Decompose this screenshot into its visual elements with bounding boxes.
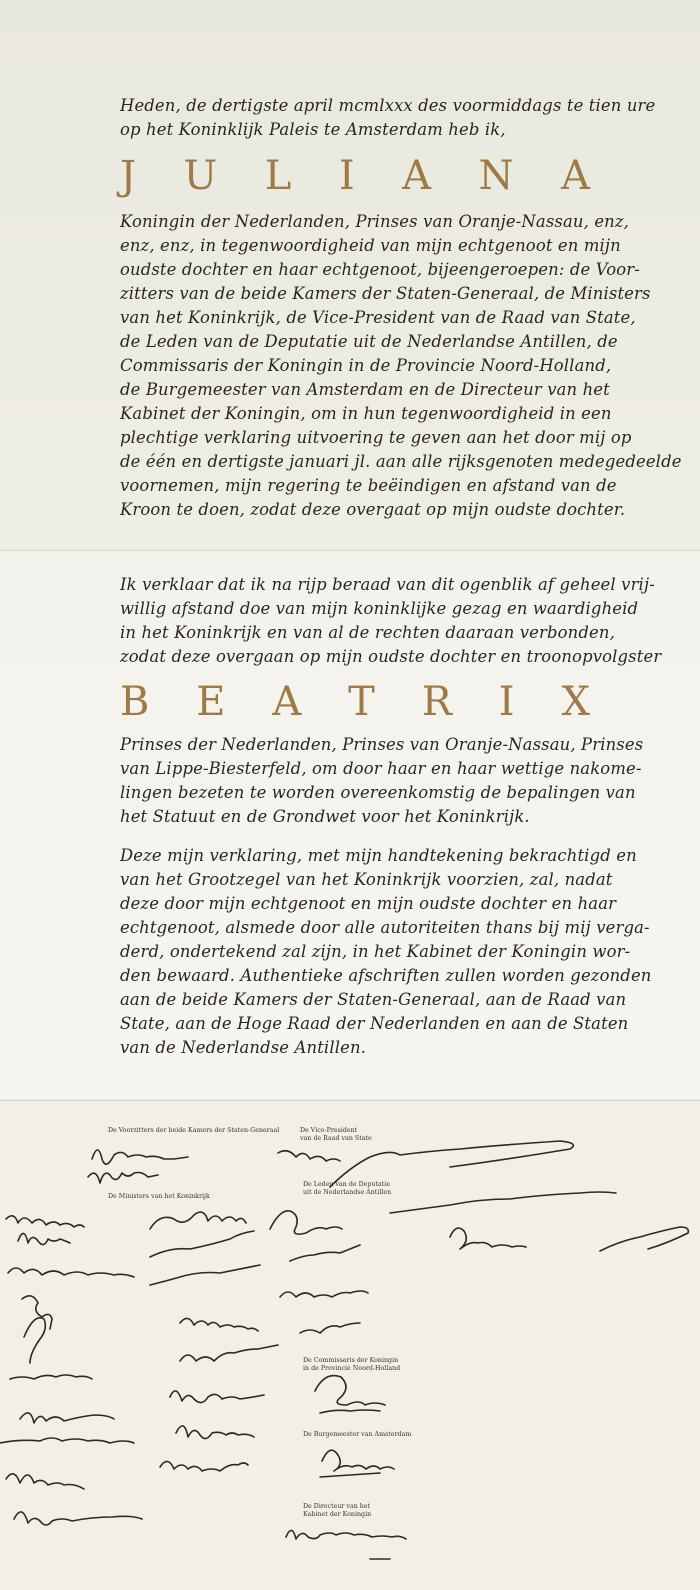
text-line: oudste dochter en haar echtgenoot, bijeengeroepen: de Voor- xyxy=(120,260,640,279)
signature xyxy=(180,1345,278,1361)
signature xyxy=(6,1474,84,1489)
signature xyxy=(88,1173,158,1184)
paragraph-juliana-titles xyxy=(120,210,682,522)
text-line: voornemen, mijn regering te beëindigen en afstand van de xyxy=(120,476,617,495)
signature xyxy=(315,1376,385,1405)
signature xyxy=(160,1461,248,1471)
text-line: aan de beide Kamers der Staten-Generaal, aan de Raad van xyxy=(120,990,627,1009)
paragraph-beatrix-titles xyxy=(120,733,644,829)
signature xyxy=(10,1375,92,1379)
text-line: deze door mijn echtgenoot en mijn oudste dochter en haar xyxy=(120,894,617,913)
beatrix-letter: B xyxy=(120,679,150,725)
text-line: den bewaard. Authentieke afschriften zullen worden gezonden xyxy=(120,966,652,985)
caption-voorzitters: De Voorzitters der beide Kamers der Staten-Generaal xyxy=(108,1127,280,1134)
signatures xyxy=(0,1101,700,1590)
text-line: Prinses der Nederlanden, Prinses van Oranje-Nassau, Prinses xyxy=(120,735,644,754)
signature xyxy=(170,1391,264,1403)
text-line: van het Grootzegel van het Koninkrijk voorzien, zal, nadat xyxy=(120,870,613,889)
text-line: willig afstand doe van mijn koninklijke gezag en waardigheid xyxy=(120,599,639,618)
text-line: Ik verklaar dat ik na rijp beraad van dit ogenblik af geheel vrij- xyxy=(120,575,655,594)
juliana-letter: L xyxy=(264,153,292,199)
juliana-letter: U xyxy=(183,153,218,199)
caption-commissaris: De Commissaris der Koningin in de Provincie Noord-Holland xyxy=(303,1357,401,1372)
signature xyxy=(290,1245,360,1261)
text-line: Deze mijn verklaring, met mijn handtekening bekrachtigd en xyxy=(120,846,637,865)
signature xyxy=(176,1426,254,1439)
signature xyxy=(280,1291,368,1297)
text-line: Koningin der Nederlanden, Prinses van Oranje-Nassau, enz, xyxy=(120,212,630,231)
intro-text xyxy=(120,94,656,142)
signature xyxy=(390,1192,616,1213)
intro-line: Heden, de dertigste april mcmlxxx des voormiddags te tien ure xyxy=(120,96,656,115)
signature xyxy=(300,1323,360,1333)
text-line: de Burgemeester van Amsterdam en de Directeur van het xyxy=(120,380,610,399)
beatrix-letter: X xyxy=(561,679,590,725)
intro-line: op het Koninklijk Paleis te Amsterdam heb ik, xyxy=(120,120,506,139)
paragraph-declaration xyxy=(120,573,662,669)
name-juliana xyxy=(120,153,590,199)
juliana-letter: N xyxy=(478,153,514,199)
text-line: derd, ondertekend zal zijn, in het Kabinet der Koningin wor- xyxy=(120,942,631,961)
text-line: van het Koninkrijk, de Vice-President van de Raad van State, xyxy=(120,308,636,327)
juliana-letter: A xyxy=(561,153,590,199)
signature xyxy=(320,1410,380,1413)
document-sheet-2 xyxy=(0,550,700,1099)
signature xyxy=(180,1318,258,1331)
caption-deputatie: De Leden van de Deputatie uit de Nederlandse Antillen xyxy=(303,1181,392,1196)
text-line: Commissaris der Koningin in de Provincie Noord-Holland, xyxy=(120,356,612,375)
signature xyxy=(150,1265,260,1285)
beatrix-letter: E xyxy=(196,679,226,725)
caption-directeur: De Directeur van het Kabinet der Koningin xyxy=(303,1503,372,1518)
text-line: de Leden van de Deputatie uit de Nederlandse Antillen, de xyxy=(120,332,618,351)
beatrix-letter: R xyxy=(421,679,452,725)
text-line: Kroon te doen, zodat deze overgaat op mijn oudste dochter. xyxy=(120,500,626,519)
text-line: State, aan de Hoge Raad der Nederlanden en aan de Staten xyxy=(120,1014,629,1033)
signature xyxy=(92,1150,188,1164)
signature xyxy=(22,1296,52,1329)
signature xyxy=(24,1318,45,1363)
juliana-letter: I xyxy=(338,153,355,199)
text-line: van Lippe-Biesterfeld, om door haar en haar wettige nakome- xyxy=(120,759,642,778)
text-line: plechtige verklaring uitvoering te geven aan het door mij op xyxy=(120,428,632,447)
paragraph-closing xyxy=(120,844,652,1060)
signature xyxy=(320,1473,380,1477)
signature xyxy=(270,1211,342,1234)
text-line: echtgenoot, alsmede door alle autoriteiten thans bij mij verga- xyxy=(120,918,650,937)
caption-vice-president: De Vice-President van de Raad van State xyxy=(300,1127,372,1142)
signature xyxy=(18,1233,70,1244)
caption-burgemeester: De Burgemeester van Amsterdam xyxy=(303,1431,412,1438)
signature xyxy=(600,1227,688,1251)
text-line: enz, enz, in tegenwoordigheid van mijn echtgenoot en mijn xyxy=(120,236,621,255)
text-line: zodat deze overgaan op mijn oudste dochter en troonopvolgster xyxy=(120,647,662,666)
signature xyxy=(150,1231,254,1257)
document-sheet-1 xyxy=(0,0,700,548)
caption-ministers: De Ministers van het Koninkrijk xyxy=(108,1193,210,1200)
signature-sheet xyxy=(0,1100,700,1590)
text-line: het Statuut en de Grondwet voor het Koninkrijk. xyxy=(120,807,530,826)
beatrix-letter: T xyxy=(348,679,375,725)
signature xyxy=(322,1450,394,1471)
text-line: zitters van de beide Kamers der Staten-Generaal, de Ministers xyxy=(120,284,651,303)
beatrix-letter: A xyxy=(272,679,302,725)
signature xyxy=(450,1228,526,1249)
signature xyxy=(14,1512,142,1525)
signature xyxy=(20,1413,114,1423)
signature xyxy=(330,1141,573,1187)
signature xyxy=(0,1438,134,1443)
signature xyxy=(6,1216,84,1227)
text-line: van de Nederlandse Antillen. xyxy=(120,1038,367,1057)
name-beatrix xyxy=(120,679,590,725)
juliana-letter: A xyxy=(402,153,432,199)
text-line: in het Koninkrijk en van al de rechten daaraan verbonden, xyxy=(120,623,615,642)
signature xyxy=(278,1151,340,1161)
signature xyxy=(8,1268,134,1277)
text-line: de één en dertigste januari jl. aan alle rijksgenoten medegedeelde xyxy=(120,452,682,471)
text-line: Kabinet der Koningin, om in hun tegenwoordigheid in een xyxy=(120,404,612,423)
signature xyxy=(150,1212,246,1229)
text-line: lingen bezeten te worden overeenkomstig de bepalingen van xyxy=(120,783,636,802)
juliana-letter: J xyxy=(120,153,137,199)
beatrix-letter: I xyxy=(498,679,515,725)
signature xyxy=(286,1530,406,1539)
